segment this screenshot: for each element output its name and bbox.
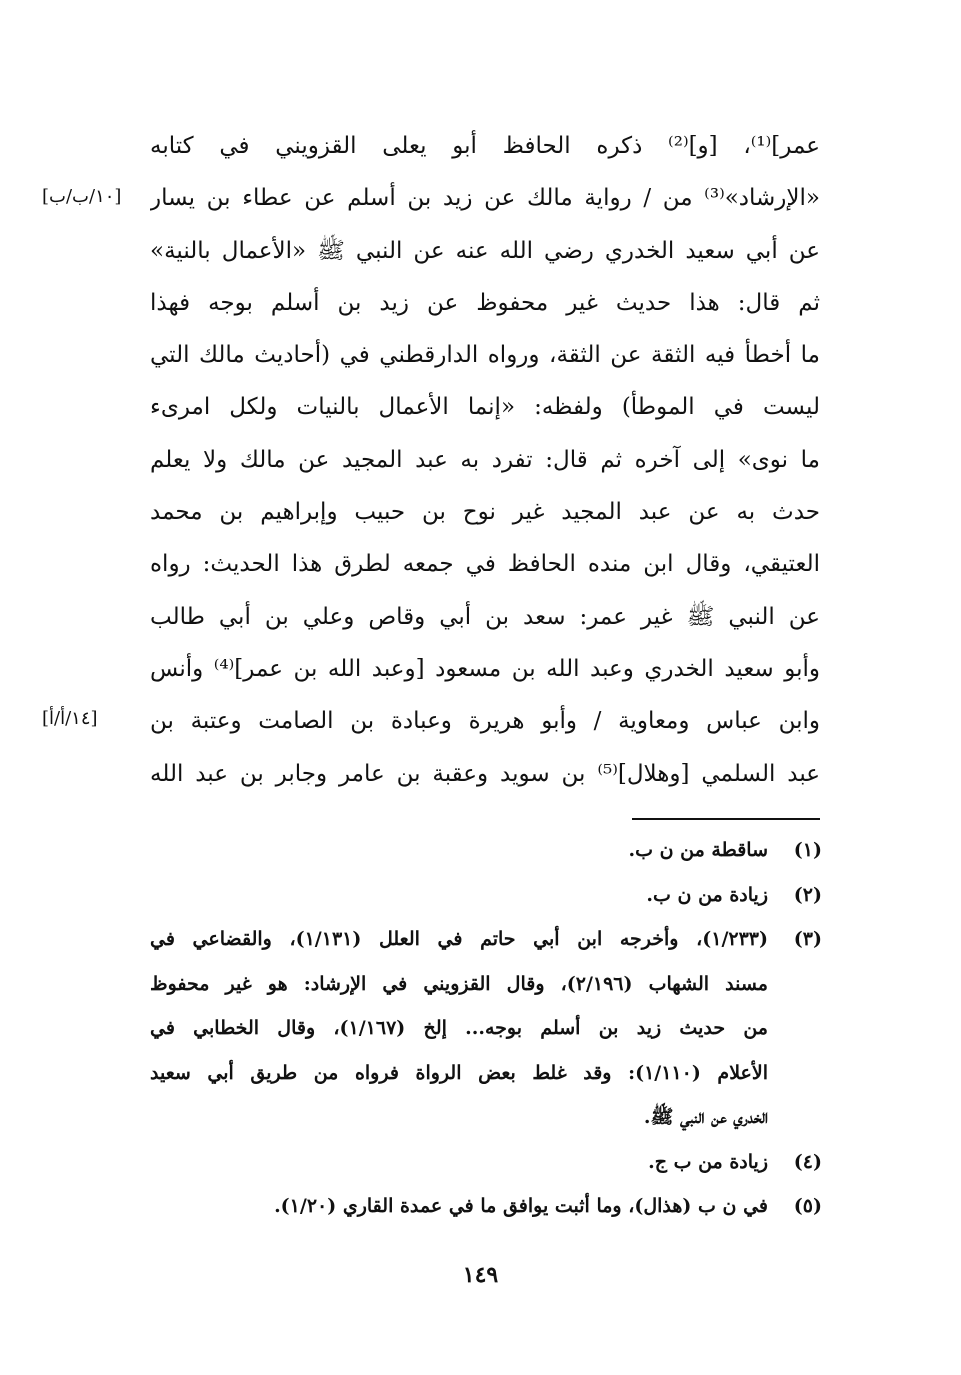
- footnote-text: (١/٢٣٣)، وأخرجه ابن أبي حاتم في العلل (١/١٣١)، والقضاعي في: [150, 928, 768, 950]
- footnote-number: (٤): [793, 1150, 822, 1173]
- text-line: العتيقي، وقال ابن منده الحافظ في جمعه لطرق هذا الحديث: رواه: [150, 551, 820, 578]
- footnote: [150, 1140, 822, 1185]
- text-line: عن أبي سعيد الخدري رضي الله عنه عن النبي ﷺ «الأعمال بالنية»: [150, 237, 820, 264]
- footnote-text: زيادة من ن ب.: [646, 883, 768, 906]
- footnote-text: في ن ب (هذال)، وما أثبت يوافق ما في عمدة القاري (١/٢٠).: [274, 1195, 768, 1217]
- text-line: عن النبي ﷺ غير عمر: سعد بن أبي وقاص وعلي بن أبي طالب: [150, 603, 820, 630]
- footnote-number: (٣): [793, 928, 822, 950]
- footnote: [150, 1184, 822, 1229]
- footnote: [150, 828, 822, 873]
- text-line: ثم قال: هذا حديث غير محفوظ عن زيد بن أسلم بوجه فهذا: [150, 289, 820, 316]
- footnote-number: (٢): [793, 883, 822, 906]
- text-line: ما أخطأ فيه الثقة عن الثقة، ورواه الدارقطني في (أحاديث مالك التي: [150, 342, 820, 369]
- text-line: «الإرشاد»⁽³⁾ من / رواية مالك عن زيد بن أسلم عن عطاء بن يسار: [150, 185, 820, 212]
- footnote-text: مسند الشهاب (٢/١٩٦)، وقال القزويني في الإرشاد: هو غير محفوظ: [150, 972, 768, 995]
- text-line: وابن عباس ومعاوية / وأبو هريرة وعبادة بن الصامت وعتبة بن: [150, 708, 820, 735]
- margin-folio-note: [١٤/أ/أ]: [42, 708, 98, 729]
- footnote-text: الخدري عن النبي ﷺ.: [643, 1106, 768, 1128]
- text-line: حدث به عن عبد المجيد غير نوح بن حبيب وإبراهيم بن محمد: [150, 499, 820, 526]
- footnote-text: الأعلام (١/١١٠): وقد غلط بعض الرواة فرواه من طريق أبي سعيد: [150, 1061, 768, 1084]
- text-line: عمر]⁽¹⁾، [و]⁽²⁾ ذكره الحافظ أبو يعلى القزويني في كتابه: [150, 133, 820, 159]
- margin-folio-note: [١٠/ب/ب]: [42, 186, 122, 207]
- footnote-number: (٥): [793, 1195, 822, 1217]
- footnote-text: من حديث زيد بن أسلم بوجه... إلخ (١/١٦٧)، وقال الخطابي في: [150, 1017, 768, 1039]
- text-line: ليست في الموطأ) ولفظه: «إنما الأعمال بالنيات ولكل امرىء: [150, 394, 820, 421]
- main-text: [150, 120, 820, 800]
- footnote: [150, 917, 822, 1140]
- page-number: ١٤٩: [462, 1262, 499, 1288]
- footnotes: [150, 828, 822, 1229]
- footnote-text: زيادة من ب ج.: [648, 1150, 768, 1173]
- text-line: ما نوى» إلى آخره ثم قال: تفرد به عبد المجيد عن مالك ولا يعلم: [150, 446, 820, 473]
- footnote-text: ساقطة من ن ب.: [628, 839, 768, 861]
- footnote: [150, 873, 822, 918]
- footnote-separator: [632, 818, 820, 820]
- text-line: وأبو سعيد الخدري وعبد الله بن مسعود [وعبد الله بن عمر]⁽⁴⁾ وأنس: [150, 655, 820, 682]
- footnote-number: (١): [793, 839, 822, 861]
- text-line: عبد السلمي [وهلال]⁽⁵⁾ بن سويد وعقبة بن عامر وجابر بن عبد الله: [150, 760, 820, 787]
